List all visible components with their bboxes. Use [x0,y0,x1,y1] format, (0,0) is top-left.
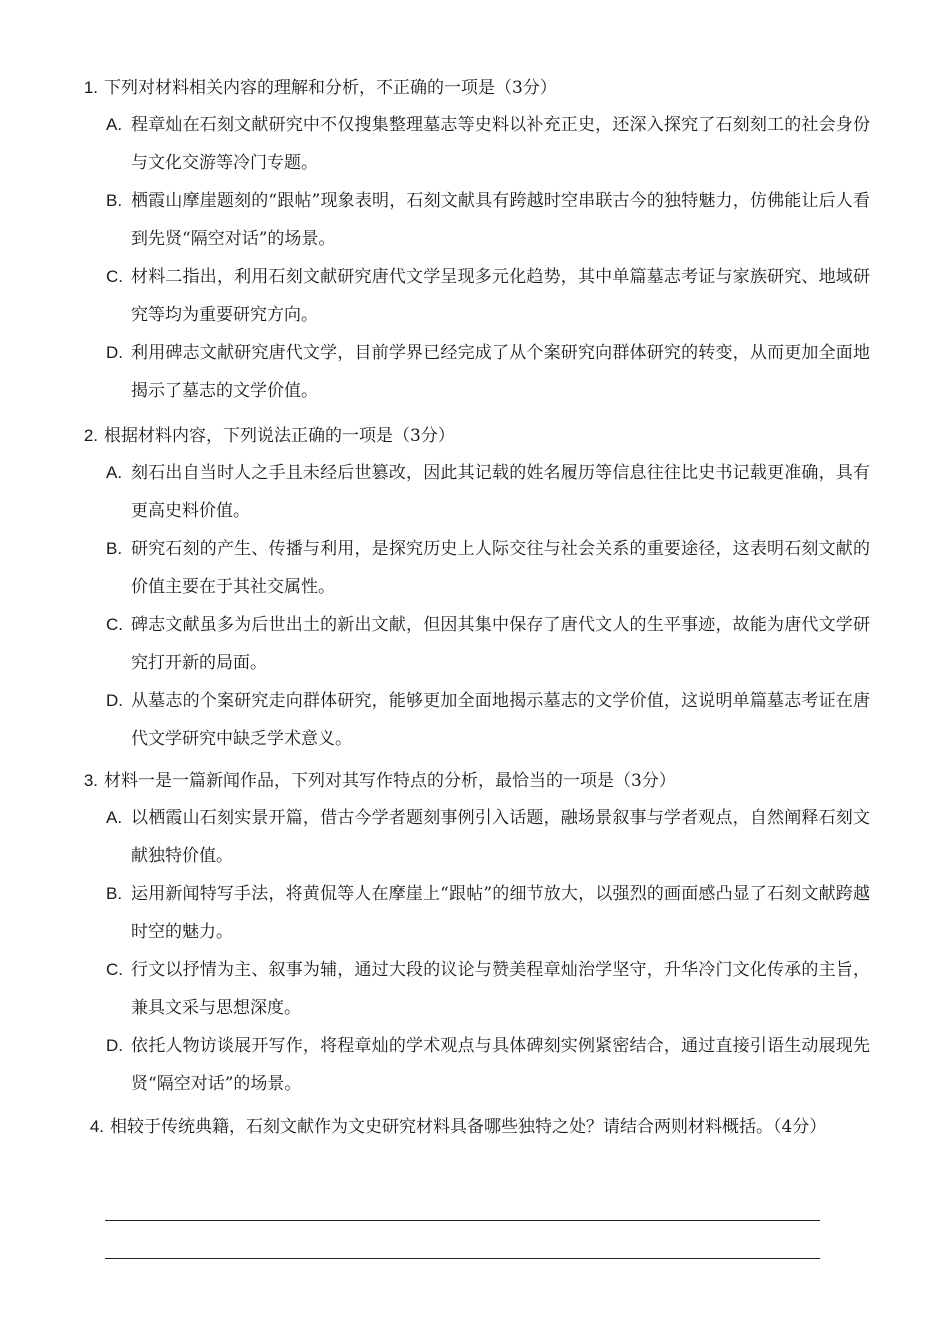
option-text: 运用新闻特写手法，将黄侃等人在摩崖上“跟帖”的细节放大，以强烈的画面感凸显了石刻文献跨越时空的魅力。 [131,884,870,942]
option-a [70,454,870,530]
option-d [70,1027,870,1103]
option-letter: A. [106,115,123,134]
option-text: 碑志文献虽多为后世出土的新出文献，但因其集中保存了唐代文人的生平事迹，故能为唐代文学研究打开新的局面。 [131,615,870,673]
question-4 [76,1108,871,1146]
answer-line[interactable] [105,1258,820,1259]
option-d [70,682,870,758]
question-stem [76,1108,871,1146]
option-c [70,258,870,334]
option-a [70,799,870,875]
option-letter: C. [106,267,123,286]
question-stem-text: 相较于传统典籍，石刻文献作为文史研究材料具备哪些独特之处？请结合两则材料概括。（4分） [110,1117,827,1137]
option-text: 依托人物访谈展开写作，将程章灿的学术观点与具体碑刻实例紧密结合，通过直接引语生动展现先贤“隔空对话”的场景。 [131,1036,870,1094]
option-a [70,106,870,182]
option-letter: C. [106,615,123,634]
question-2 [70,418,870,758]
option-b [70,182,870,258]
question-number: 3. [83,771,98,790]
option-text: 刻石出自当时人之手且未经后世篡改，因此其记载的姓名履历等信息往往比史书记载更准确，具有更高史料价值。 [131,463,870,521]
option-letter: A. [106,808,123,827]
option-letter: B. [106,539,123,558]
option-text: 从墓志的个案研究走向群体研究，能够更加全面地揭示墓志的文学价值，这说明单篇墓志考证在唐代文学研究中缺乏学术意义。 [131,691,870,749]
option-text: 研究石刻的产生、传播与利用，是探究历史上人际交往与社会关系的重要途径，这表明石刻文献的价值主要在于其社交属性。 [131,539,870,597]
question-1 [70,70,870,410]
option-b [70,875,870,951]
option-letter: D. [106,343,123,362]
question-stem [70,763,870,799]
option-text: 材料二指出，利用石刻文献研究唐代文学呈现多元化趋势，其中单篇墓志考证与家族研究、地域研究等均为重要研究方向。 [131,267,870,325]
question-3 [70,763,870,1103]
option-text: 行文以抒情为主、叙事为辅，通过大段的议论与赞美程章灿治学坚守，升华冷门文化传承的主旨，兼具文采与思想深度。 [131,960,870,1018]
question-stem-text: 下列对材料相关内容的理解和分析，不正确的一项是（3分） [104,78,557,98]
question-number: 1. [83,78,98,97]
question-number: 2. [83,426,98,445]
option-letter: A. [106,463,123,482]
option-c [70,606,870,682]
question-stem-text: 材料一是一篇新闻作品，下列对其写作特点的分析，最恰当的一项是（3分） [104,771,676,791]
option-text: 利用碑志文献研究唐代文学，目前学界已经完成了从个案研究向群体研究的转变，从而更加全面地揭示了墓志的文学价值。 [131,343,870,401]
question-stem [70,418,870,454]
answer-line[interactable] [105,1220,820,1221]
option-b [70,530,870,606]
option-letter: D. [106,1036,123,1055]
option-letter: C. [106,960,123,979]
option-d [70,334,870,410]
question-number: 4. [89,1117,104,1136]
question-stem-text: 根据材料内容，下列说法正确的一项是（3分） [104,426,455,446]
option-letter: D. [106,691,123,710]
option-letter: B. [106,884,123,903]
option-text: 程章灿在石刻文献研究中不仅搜集整理墓志等史料以补充正史，还深入探究了石刻刻工的社会身份与文化交游等冷门专题。 [131,115,870,173]
option-text: 栖霞山摩崖题刻的“跟帖”现象表明，石刻文献具有跨越时空串联古今的独特魅力，仿佛能让后人看到先贤“隔空对话”的场景。 [131,191,870,249]
option-c [70,951,870,1027]
option-letter: B. [106,191,123,210]
question-stem [70,70,870,106]
option-text: 以栖霞山石刻实景开篇，借古今学者题刻事例引入话题，融场景叙事与学者观点，自然阐释石刻文献独特价值。 [131,808,870,866]
